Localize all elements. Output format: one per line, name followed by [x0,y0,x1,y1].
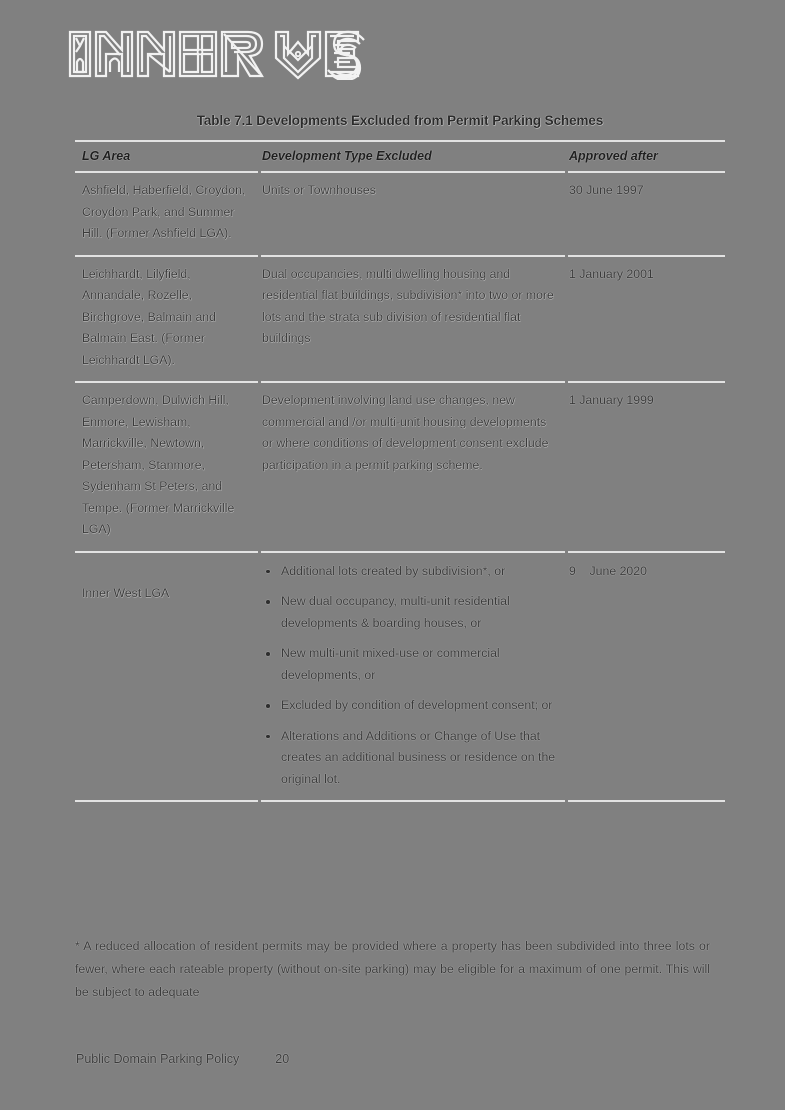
table-row [75,257,725,382]
column-header-development-type [258,142,565,171]
list-item: Alterations and Additions or Change of Use that creates an additional business or residence on the original lot. [262,726,563,791]
cell-lg-area-text: Inner West LGA [82,585,170,600]
cell-lg-area [75,383,258,551]
column-header-approved-after-label: Approved after [569,149,658,163]
table-row [75,553,725,801]
list-item: Additional lots created by subdivision*, or [262,561,563,583]
cell-approved-after [565,257,725,382]
development-type-bullet-list [262,561,563,791]
cell-lg-area-text: Camperdown, Dulwich Hill, Enmore, Lewisham, Marrickville, Newtown, Petersham, Stanmore, Sydenham St Peters, and Tempe. (Former Marrickville LGA) [82,393,235,536]
cell-approved-after [565,553,725,801]
exclusions-table [75,140,725,802]
table-row [75,173,725,255]
table-rule-top [75,140,725,142]
cell-approved-after [565,383,725,551]
cell-lg-area-text: Leichhardt, Lilyfield, Annandale, Rozelle, Birchgrove, Balmain and Balmain East. (Former Leichhardt LGA). [82,266,216,367]
cell-approved-after-text: 1 January 1999 [569,393,654,407]
cell-development-type [258,553,565,801]
list-item: New multi-unit mixed-use or commercial developments, or [262,643,563,686]
inner-west-wordmark-icon [66,28,376,80]
cell-lg-area [75,257,258,382]
column-header-approved-after [565,142,725,171]
column-header-lg-area [75,142,258,171]
footer-document-name: Public Domain Parking Policy [76,1052,240,1066]
cell-lg-area [75,553,258,801]
table-rule-row-1 [75,255,725,257]
table-rule-row-3 [75,551,725,553]
table-row [75,383,725,551]
cell-lg-area [75,173,258,255]
cell-approved-after-text: 9 June 2020 [569,563,647,578]
list-item: Excluded by condition of development consent; or [262,695,563,717]
table-title: Table 7.1 Developments Excluded from Permit Parking Schemes [196,113,604,128]
cell-approved-after [565,173,725,255]
cell-approved-after-text: 1 January 2001 [569,266,654,281]
cell-development-type [258,383,565,551]
table-header-row [75,142,725,171]
cell-development-type-text: Development involving land use changes, new commercial and /or multi-unit housing developments or where conditions of development consent exclude participation in a permit parking scheme. [262,393,549,472]
cell-development-type [258,257,565,382]
cell-development-type-text: Dual occupancies, multi dwelling housing and residential flat buildings, subdivision* into two or more lots and the strata sub division of residential flat buildings [262,266,554,345]
column-header-development-type-label: Development Type Excluded [262,149,432,163]
list-item: New dual occupancy, multi-unit residential developments & boarding houses, or [262,591,563,634]
table-rule-row-2 [75,381,725,383]
table-rule-bottom [75,800,725,802]
page-footer [76,1052,726,1066]
footnote: * A reduced allocation of resident permits may be provided where a property has been subdivided into three lots or fewer, where each rateable property (without on-site parking) may be eligible for a maximum of one permit. This will be subject to adequate [75,939,710,999]
column-header-lg-area-label: LG Area [82,149,131,163]
table-rule-header [75,171,725,173]
cell-approved-after-text: 30 June 1997 [569,183,644,197]
footer-page-number: 20 [275,1052,290,1066]
inner-west-logo [66,28,376,80]
cell-development-type [258,173,565,255]
cell-development-type-text: Units or Townhouses [262,183,376,197]
cell-lg-area-text: Ashfield, Haberfield, Croydon, Croydon Park, and Summer Hill. (Former Ashfield LGA). [82,183,246,240]
